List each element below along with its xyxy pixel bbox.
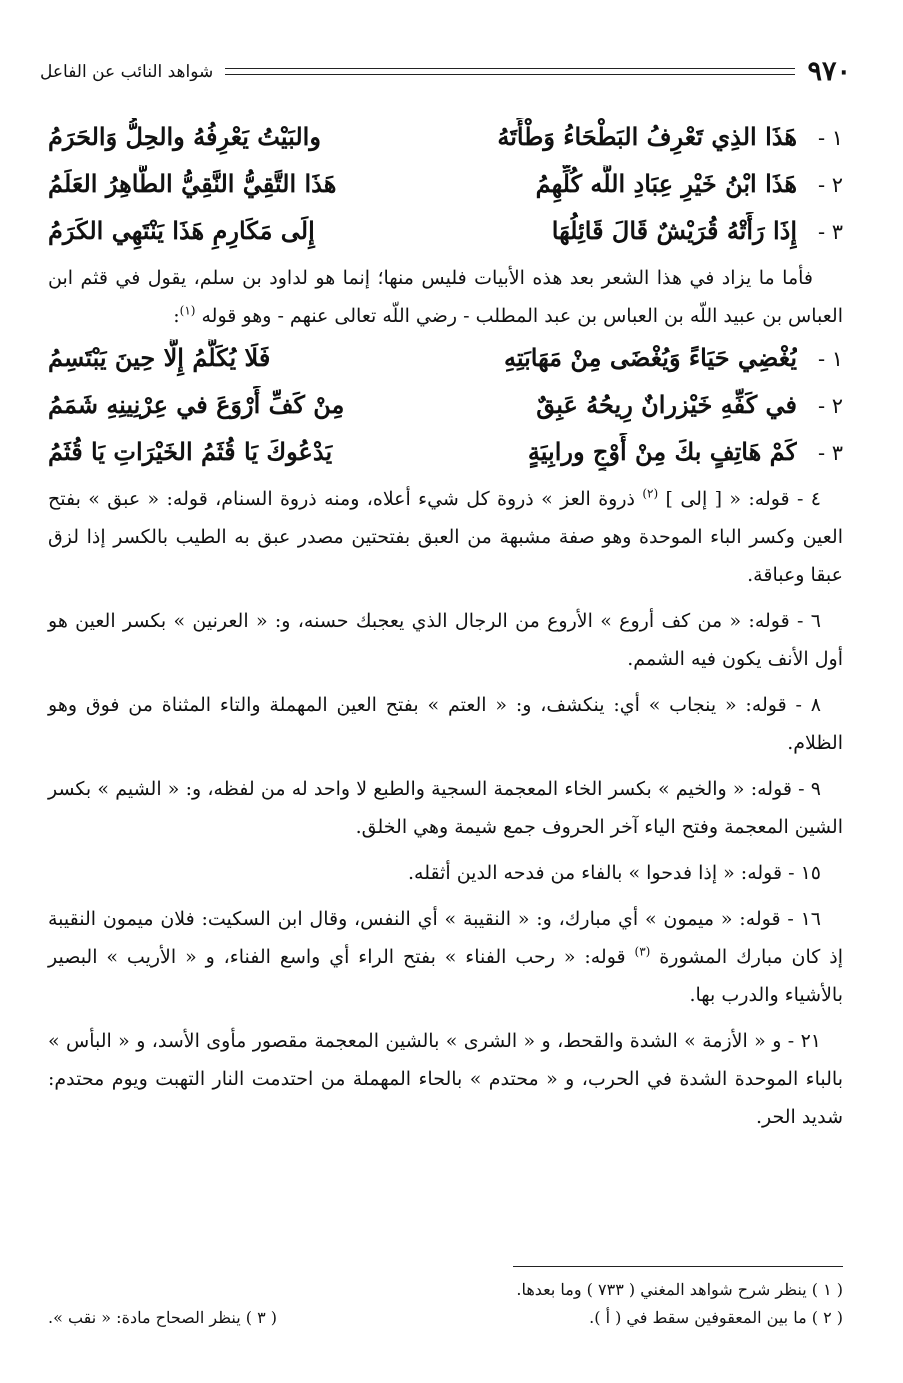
footnote-3: ( ٣ ) ينظر الصحاح مادة: « نقب ». [48, 1308, 277, 1327]
verse-first-hemistich: كَمْ هَاتِفٍ بكَ مِنْ أَوْجٍ ورابِيَةٍ [527, 437, 797, 466]
verse [48, 339, 843, 386]
page-number: ٩٧٠ [807, 56, 851, 87]
verse-number: ١ - [817, 126, 843, 150]
verse-second-hemistich: والبَيْتُ يَعْرِفُهُ والحِلُّ وَالحَرَمُ [48, 122, 321, 151]
verse-first-hemistich: هَذَا ابْنُ خَيْرِ عِبَادِ اللَّه كُلِّهِمُ [535, 169, 797, 198]
footnote-1: ( ١ ) ينظر شرح شواهد المغني ( ٧٣٣ ) وما بعدها. [516, 1280, 843, 1299]
commentary-paragraph [48, 686, 843, 762]
intro-colon: : [173, 305, 180, 327]
verse [48, 165, 843, 212]
footnotes [48, 1276, 843, 1332]
commentary-paragraph [48, 854, 843, 892]
footnote-separator [513, 1266, 843, 1267]
verse-second-hemistich: يَدْعُوكَ يَا قُثَمُ الخَيْرَاتِ يَا قُثَمُ [48, 437, 333, 466]
verse-second-hemistich: إِلَى مَكَارِمِ هَذَا يَنْتَهِي الكَرَمُ [48, 216, 315, 245]
header-rule [225, 68, 795, 75]
verse-first-hemistich: يُغْضِي حَيَاءً وَيُغْضَى مِنْ مَهَابَتِهِ [504, 343, 797, 372]
commentary-text: ٢١ - و « الأزمة » الشدة والقحط، و « الشرى » بالشين المعجمة مقصور مأوى الأسد، و « البأس » بالباء الموحدة الشدة في الحرب، و « محتدم » بالحاء المهملة من احتدمت النار التهبت ويوم محتدم: شديد الحر. [48, 1030, 843, 1128]
commentary-text-cont: ذروة العز » ذروة كل شيء أعلاه، ومنه ذروة السنام، قوله: « عبق » بفتح العين وكسر الباء الموحدة وهو صفة مشبهة من العبق بفتحتين مصدر عبق به الطيب بالكسر إذا لزق عبقا وعباقة. [48, 488, 843, 586]
verse-number: ٢ - [817, 173, 843, 197]
verse-first-hemistich: هَذَا الذِي تَعْرِفُ البَطْحَاءُ وَطْأَتَهُ [497, 122, 797, 151]
commentary-text: ٦ - قوله: « من كف أروع » الأروع من الرجال الذي يعجبك حسنه، و: « العرنين » بكسر العين هو أول الأنف يكون فيه الشمم. [48, 610, 843, 670]
page-content [48, 118, 843, 1144]
footnote-2: ( ٢ ) ما بين المعقوفين سقط في ( أ ). [589, 1308, 843, 1327]
commentary-paragraph [48, 602, 843, 678]
verse [48, 118, 843, 165]
commentary-text: ١٥ - قوله: « إذا فدحوا » بالفاء من فدحه الدين أثقله. [407, 862, 821, 884]
verse-second-hemistich: هَذَا التَّقِيُّ النَّقِيُّ الطَّاهِرُ العَلَمُ [48, 169, 337, 198]
running-title: شواهد النائب عن الفاعل [40, 61, 214, 82]
verse [48, 212, 843, 259]
commentary-text: ٨ - قوله: « ينجاب » أي: ينكشف، و: « العتم » بفتح العين المهملة والتاء المثناة من فوق وهو الظلام. [48, 694, 843, 754]
verse-second-hemistich: فَلَا يُكَلَّمُ إِلَّا حِينَ يَبْتَسِمُ [48, 343, 271, 372]
commentary-text: ١٦ - قوله: « ميمون » أي مبارك، و: « النقيبة » أي النفس، وقال ابن السكيت: فلان ميمون النقيبة إذ كان مبارك المشورة [48, 908, 843, 968]
commentary-paragraph [48, 1022, 843, 1136]
commentary-paragraph [48, 900, 843, 1014]
commentary-text: ٤ - قوله: « [ إلى ] [658, 488, 821, 510]
verse [48, 386, 843, 433]
page-header [40, 58, 851, 85]
commentary-text: ٩ - قوله: « والخيم » بكسر الخاء المعجمة السجية والطبع لا واحد له من لفظه، و: « الشيم » بكسر الشين المعجمة وفتح الياء آخر الحروف جمع شيمة وهي الخلق. [48, 778, 843, 838]
intro-paragraph [48, 259, 843, 335]
verse-number: ٣ - [817, 441, 843, 465]
poem-first [48, 118, 843, 259]
verse-number: ٣ - [817, 220, 843, 244]
verse [48, 433, 843, 480]
verse-first-hemistich: إِذَا رَأَتْهُ قُرَيْشٌ قَالَ قَائِلُهَا [551, 216, 797, 245]
verse-first-hemistich: في كَفِّهِ خَيْزرانٌ رِيحُهُ عَبِقٌ [536, 390, 797, 419]
commentary-paragraph [48, 770, 843, 846]
footnote-ref[interactable]: (٢) [642, 486, 659, 501]
footnote-ref[interactable]: (١) [179, 303, 196, 318]
verse-second-hemistich: مِنْ كَفِّ أَرْوَعَ في عِرْنِينِهِ شَمَمُ [48, 390, 345, 419]
verse-number: ١ - [817, 347, 843, 371]
commentary-paragraph [48, 480, 843, 594]
verse-number: ٢ - [817, 394, 843, 418]
intro-text: فأما ما يزاد في هذا الشعر بعد هذه الأبيات فليس منها؛ إنما هو لداود بن سلم، يقول في قثم ابن العباس بن عبيد اللّه بن العباس بن عبد المطلب - رضي اللّه تعالى عنهم - وهو قوله [48, 267, 843, 327]
poem-second [48, 339, 843, 480]
footnote-ref[interactable]: (٣) [634, 944, 651, 959]
footnote-row [48, 1304, 843, 1332]
commentary-text-cont: قوله: « رحب الفناء » بفتح الراء أي واسع الفناء، و « الأريب » البصير بالأشياء والدرب بها. [48, 946, 843, 1006]
